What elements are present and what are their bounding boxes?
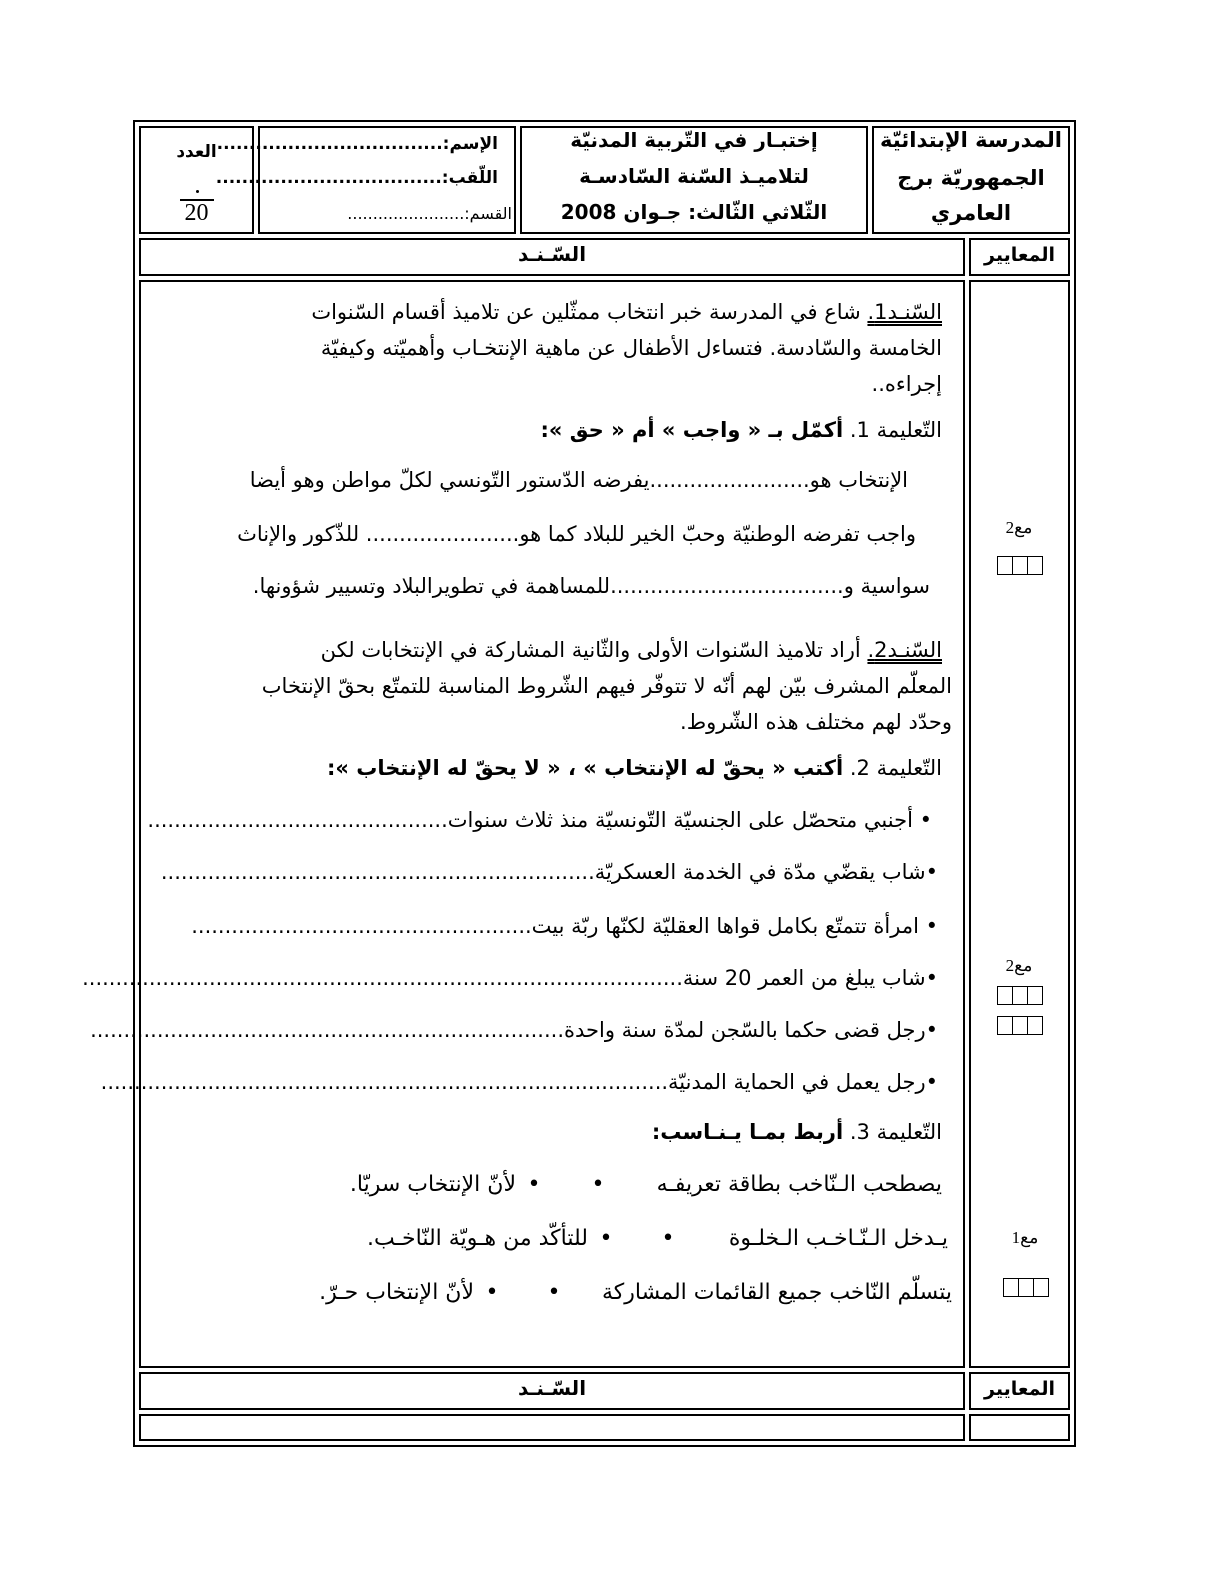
source-header-bottom: السّـنـد <box>517 1376 587 1400</box>
exam-title-line2: لتلاميـذ السّنة السّادسـة <box>579 164 809 188</box>
task3-row3-left-dot[interactable]: • <box>547 1280 561 1305</box>
task2-item-1[interactable]: • أجنبي متحصّل على الجنسيّة التّونسيّة منذ ثلاث سنوات............................................. <box>147 808 932 832</box>
score-total: 20 <box>184 200 209 226</box>
school-name-line1: المدرسة الإبتدائيّة <box>880 128 1062 152</box>
task3-row2-left: يـدخل الـنّـاخـب الـخلـوة <box>728 1226 948 1251</box>
sanad1-line2: الخامسة والسّادسة. فتساءل الأطفال عن ماهية الإنتخـاب وأهميّته وكيفيّة <box>320 336 942 360</box>
grade-box-1[interactable] <box>997 556 1043 575</box>
criteria-mark-3: مع1 <box>1011 1228 1039 1247</box>
task3-row3-left: يتسلّم النّاخب جميع القائمات المشاركة <box>602 1280 952 1305</box>
task1-line2[interactable]: واجب تفرضه الوطنيّة وحبّ الخير للبلاد كما هو....................... للذّكور والإناث <box>237 522 916 546</box>
criteria-mark-1: مع2 <box>1005 518 1033 537</box>
task2-heading <box>190 756 942 780</box>
school-name-line3: العامري <box>930 201 1012 225</box>
task1-line3[interactable]: سواسية و...................................للمساهمة في تطويرالبلاد وتسيير شؤونها. <box>252 574 930 598</box>
task2-item-3[interactable]: • امرأة تتمتّع بكامل قواها العقليّة لكنّها ربّة بيت................................................... <box>191 914 938 938</box>
sanad1-line1-text <box>190 300 942 324</box>
sanad2-line3: وحدّد لهم مختلف هذه الشّروط. <box>680 710 952 734</box>
criteria-header-bottom: المعايير <box>984 1378 1055 1400</box>
student-surname-field[interactable]: اللّقب:................................... <box>215 168 498 188</box>
task3-row1-left-dot[interactable]: • <box>591 1172 605 1197</box>
task3-row2-left-dot[interactable]: • <box>661 1226 675 1251</box>
task3-row2-right-dot[interactable]: • <box>599 1226 613 1251</box>
task2-item-5[interactable]: •رجل قضى حكما بالسّجن لمدّة سنة واحدة....................................................................... <box>90 1018 938 1042</box>
sanad2-line1-text <box>160 638 942 662</box>
criteria-empty-cell <box>969 1414 1070 1441</box>
score-dot <box>196 190 199 193</box>
task3-instruction: أربط بمـا يـنـاسب: <box>651 1120 844 1144</box>
grade-box-3[interactable] <box>1003 1278 1049 1297</box>
task1-instruction: أكمّل بـ « واجب » أم « حق »: <box>540 418 844 442</box>
task2-item-2[interactable]: •شاب يقضّي مدّة في الخدمة العسكريّة................................................................. <box>160 860 938 884</box>
task3-row1-left: يصطحب الـنّاخب بطاقة تعريفـه <box>656 1172 942 1197</box>
task2-item-4[interactable]: •شاب يبلغ من العمر 20 سنة.......................................................................................... <box>82 966 938 990</box>
criteria-header: المعايير <box>984 244 1055 266</box>
sanad1-label: السّنـد1. <box>867 300 942 324</box>
grade-box-2a[interactable] <box>997 986 1043 1005</box>
sanad1-line1: شاع في المدرسة خبر انتخاب ممثّلين عن تلاميذ أقسام السّنوات <box>311 300 861 324</box>
task3-row1-right: لأنّ الإنتخاب سريّا. <box>349 1172 516 1197</box>
student-class-field[interactable]: القسم:....................... <box>347 204 512 223</box>
exam-title-line3: الثّلاثي الثّالث: جـوان 2008 <box>560 200 828 224</box>
sanad2-line2: المعلّم المشرف بيّن لهم أنّه لا تتوفّر فيهم الشّروط المناسبة للتمتّع بحقّ الإنتخاب <box>261 674 952 698</box>
grade-box-2b[interactable] <box>997 1016 1043 1035</box>
task3-row3-right-dot[interactable]: • <box>485 1280 499 1305</box>
task1-line1[interactable]: الإنتخاب هو........................يفرضه الدّستور التّونسي لكلّ مواطن وهو أيضا <box>249 468 908 492</box>
sanad1-line3: إجراءه.. <box>871 372 942 396</box>
exam-title-line1: إختبـار في التّربية المدنيّة <box>570 128 818 152</box>
task3-label: التّعليمة 3. <box>849 1120 942 1144</box>
sanad2-label: السّنـد2. <box>867 638 942 662</box>
task3-row1-right-dot[interactable]: • <box>527 1172 541 1197</box>
task3-row3-right: لأنّ الإنتخاب حـرّ. <box>319 1280 474 1305</box>
content-empty-cell <box>139 1414 965 1441</box>
criteria-column <box>969 280 1070 1368</box>
criteria-mark-2: مع2 <box>1005 956 1033 975</box>
task1-label: التّعليمة 1. <box>849 418 942 442</box>
score-label: العدد <box>176 142 217 162</box>
task3-heading <box>190 1120 942 1144</box>
sanad2-line1: أراد تلاميذ السّنوات الأولى والثّانية المشاركة في الإنتخابات لكن <box>320 638 861 662</box>
source-header: السّـنـد <box>517 242 587 266</box>
school-name-line2: الجمهوريّة برج <box>897 166 1045 190</box>
task2-item-6[interactable]: •رجل يعمل في الحماية المدنيّة..................................................................................... <box>100 1070 938 1094</box>
task2-instruction: أكتب « يحقّ له الإنتخاب » ، « لا يحقّ له الإنتخاب »: <box>326 756 844 780</box>
task3-row2-right: للتأكّد من هـويّة النّاخـب. <box>367 1226 588 1251</box>
task2-label: التّعليمة 2. <box>849 756 942 780</box>
student-name-field[interactable]: الإسم:................................... <box>216 134 498 154</box>
task1-heading <box>190 418 942 442</box>
